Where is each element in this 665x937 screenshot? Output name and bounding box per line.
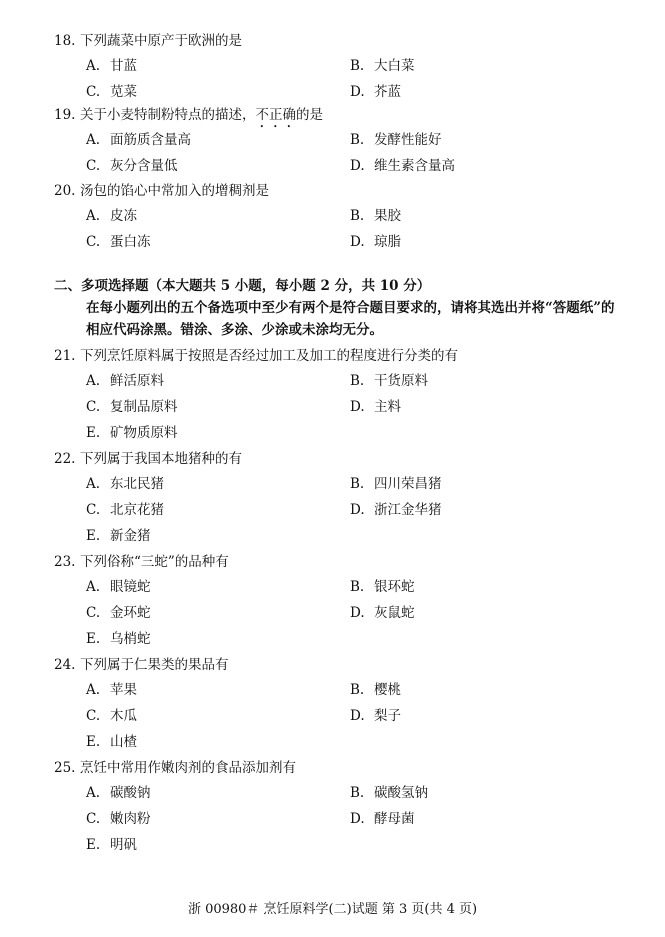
option-d: D. 琼脂 xyxy=(350,234,401,250)
option-b: B. 大白菜 xyxy=(350,58,415,74)
option-a: A. 面筋质含量高 xyxy=(86,132,191,148)
question-number: 20. xyxy=(54,183,76,199)
question-text: 下列烹饪原料属于按照是否经过加工及加工的程度进行分类的有 xyxy=(80,348,458,364)
question-20 xyxy=(54,179,634,250)
question-19 xyxy=(54,103,634,174)
option-b: B. 樱桃 xyxy=(350,682,401,698)
question-stem xyxy=(54,344,634,368)
question-number: 21. xyxy=(54,348,76,364)
question-21 xyxy=(54,344,634,441)
option-b: B. 银环蛇 xyxy=(350,579,415,595)
question-number: 22. xyxy=(54,451,76,467)
question-number: 24. xyxy=(54,657,76,673)
question-text: 烹饪中常用作嫩肉剂的食品添加剂有 xyxy=(80,760,296,776)
option-a: A. 甘蓝 xyxy=(86,58,137,74)
option-d: D. 梨子 xyxy=(350,708,401,724)
option-c: C. 复制品原料 xyxy=(86,399,178,415)
option-a: A. 皮冻 xyxy=(86,208,137,224)
section-instruction: 在每小题列出的五个备选项中至少有两个是符合题目要求的，请将其选出并将“答题纸”的相应代码涂黑。错涂、多涂、少涂或未涂均无分。 xyxy=(86,300,615,338)
option-a: A. 碳酸钠 xyxy=(86,785,151,801)
question-stem xyxy=(54,29,634,53)
option-e: E. 乌梢蛇 xyxy=(86,631,151,647)
question-stem xyxy=(54,179,634,203)
option-b: B. 碳酸氢钠 xyxy=(350,785,428,801)
option-e: E. 矿物质原料 xyxy=(86,425,178,441)
option-c: C. 金环蛇 xyxy=(86,605,151,621)
option-b: B. 发酵性能好 xyxy=(350,132,442,148)
option-c: C. 苋菜 xyxy=(86,84,137,100)
emphasis-text: 不正确 xyxy=(255,107,296,123)
question-stem xyxy=(54,653,634,677)
option-d: D. 酵母菌 xyxy=(350,811,415,827)
question-stem xyxy=(54,756,634,780)
option-b: B. 四川荣昌猪 xyxy=(350,476,442,492)
option-d: D. 浙江金华猪 xyxy=(350,502,442,518)
option-c: C. 北京花猪 xyxy=(86,502,164,518)
question-stem xyxy=(54,447,634,471)
question-stem: 19. 关于小麦特制粉特点的描述，不正确的是 xyxy=(54,103,634,127)
question-number: 19. xyxy=(54,107,76,123)
question-25 xyxy=(54,756,634,853)
option-a: A. 鲜活原料 xyxy=(86,373,164,389)
question-22 xyxy=(54,447,634,544)
page-footer: 浙 00980＃ 烹饪原料学(二)试题 第 3 页(共 4 页) xyxy=(187,902,478,917)
option-e: E. 新金猪 xyxy=(86,528,151,544)
question-text: 下列俗称“三蛇”的品种有 xyxy=(80,554,229,570)
option-d: D. 维生素含量高 xyxy=(350,158,455,174)
option-a: A. 苹果 xyxy=(86,682,137,698)
question-24 xyxy=(54,653,634,750)
option-c: C. 嫩肉粉 xyxy=(86,811,151,827)
question-text: 汤包的馅心中常加入的增稠剂是 xyxy=(80,183,269,199)
option-a: A. 东北民猪 xyxy=(86,476,164,492)
option-d: D. 主料 xyxy=(350,399,401,415)
question-number: 25. xyxy=(54,760,76,776)
option-e: E. 明矾 xyxy=(86,837,137,853)
option-d: D. 芥蓝 xyxy=(350,84,401,100)
option-c: C. 木瓜 xyxy=(86,708,137,724)
option-b: B. 干货原料 xyxy=(350,373,428,389)
question-stem xyxy=(54,550,634,574)
question-number: 18. xyxy=(54,33,76,49)
question-text: 下列蔬菜中原产于欧洲的是 xyxy=(80,33,242,49)
section-title: 二、多项选择题（本大题共 5 小题，每小题 2 分，共 10 分） xyxy=(54,278,431,294)
question-text: 下列属于我国本地猪种的有 xyxy=(80,451,242,467)
option-b: B. 果胶 xyxy=(350,208,401,224)
question-text: 下列属于仁果类的果品有 xyxy=(80,657,229,673)
option-c: C. 蛋白冻 xyxy=(86,234,151,250)
section-heading xyxy=(54,275,619,341)
option-c: C. 灰分含量低 xyxy=(86,158,178,174)
question-number: 23. xyxy=(54,554,76,570)
option-a: A. 眼镜蛇 xyxy=(86,579,151,595)
question-23 xyxy=(54,550,634,647)
option-e: E. 山楂 xyxy=(86,734,137,750)
option-d: D. 灰鼠蛇 xyxy=(350,605,415,621)
question-18 xyxy=(54,29,634,100)
